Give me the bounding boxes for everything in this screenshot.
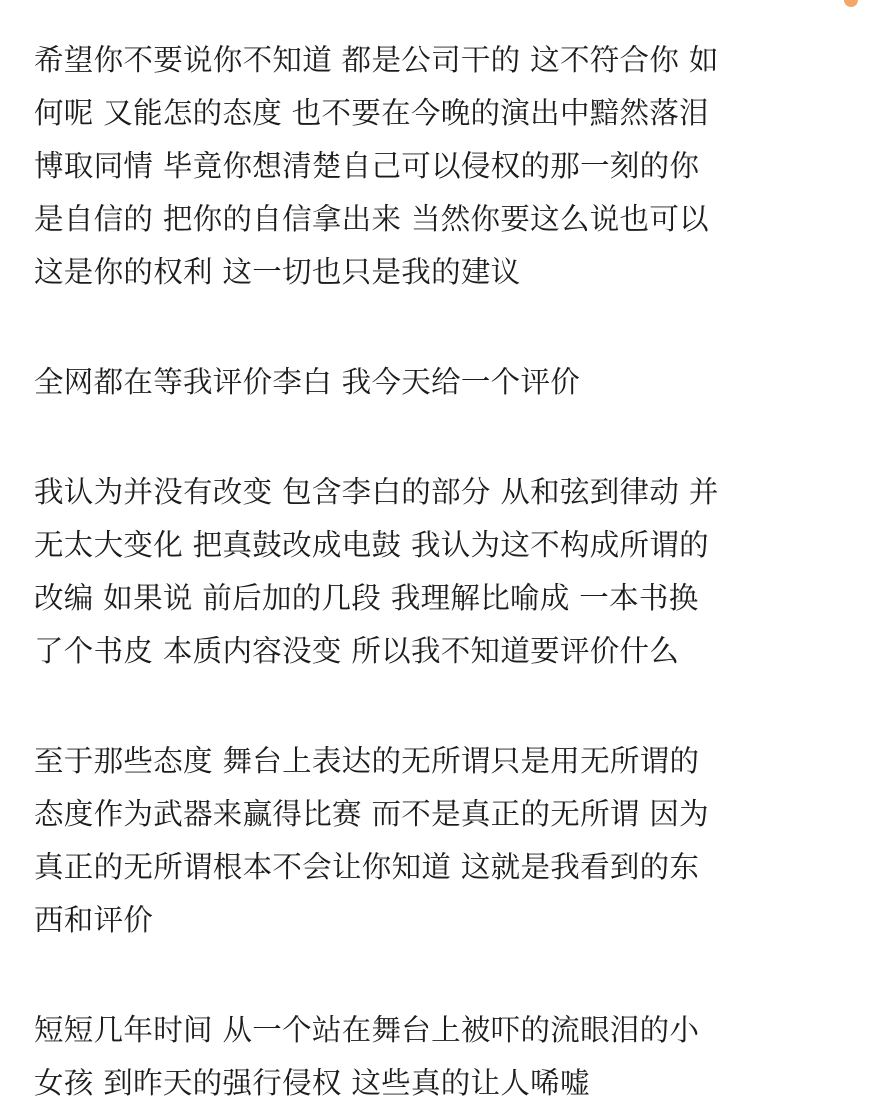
paragraph-4: [34, 735, 848, 947]
text-line: 态度作为武器来赢得比赛 而不是真正的无所谓 因为: [34, 797, 709, 831]
corner-accent-dot: [844, 0, 858, 7]
text-line: 全网都在等我评价李白 我今天给一个评价: [34, 365, 581, 399]
text-line: 是自信的 把你的自信拿出来 当然你要这么说也可以: [34, 202, 709, 236]
text-line: 了个书皮 本质内容没变 所以我不知道要评价什么: [34, 634, 680, 668]
paragraph-5: [34, 1004, 848, 1110]
text-line: 至于那些态度 舞台上表达的无所谓只是用无所谓的: [34, 744, 700, 778]
text-line: 短短几年时间 从一个站在舞台上被吓的流眼泪的小: [34, 1013, 700, 1047]
text-line: 希望你不要说你不知道 都是公司干的 这不符合你 如: [34, 43, 719, 77]
paragraph-1: [34, 34, 848, 299]
text-line: 真正的无所谓根本不会让你知道 这就是我看到的东: [34, 850, 700, 884]
text-line: 西和评价: [34, 903, 154, 937]
text-line: 这是你的权利 这一切也只是我的建议: [34, 255, 521, 289]
text-line: 博取同情 毕竟你想清楚自己可以侵权的那一刻的你: [34, 149, 700, 183]
paragraph-3: [34, 466, 848, 678]
text-line: 女孩 到昨天的强行侵权 这些真的让人唏嘘: [34, 1066, 590, 1100]
paragraph-2: [34, 356, 848, 409]
text-line: 改编 如果说 前后加的几段 我理解比喻成 一本书换: [34, 581, 699, 615]
text-line: 无太大变化 把真鼓改成电鼓 我认为这不构成所谓的: [34, 528, 709, 562]
text-line: 我认为并没有改变 包含李白的部分 从和弦到律动 并: [34, 475, 719, 509]
text-line: 何呢 又能怎的态度 也不要在今晚的演出中黯然落泪: [34, 96, 709, 130]
